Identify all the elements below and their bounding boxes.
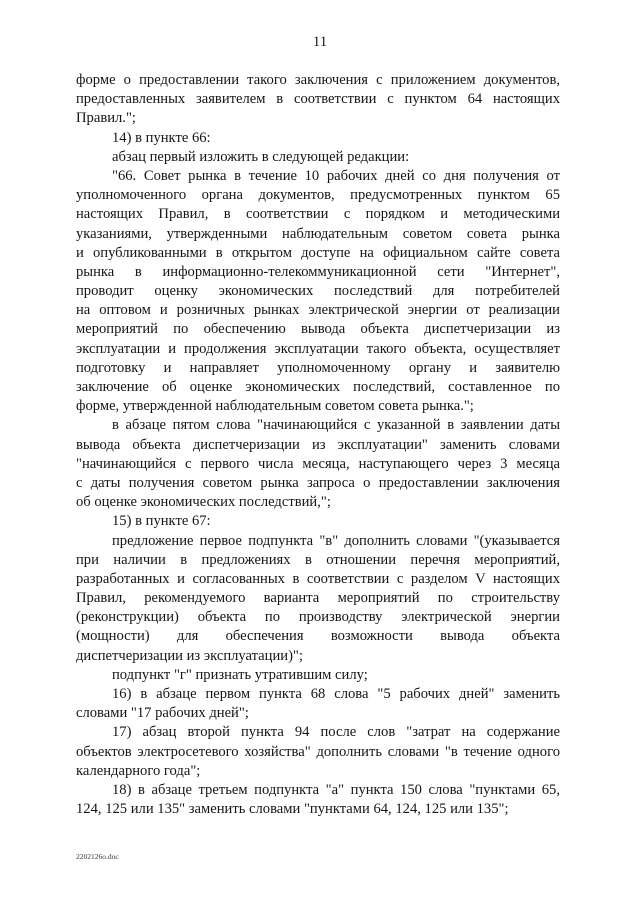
text-line: на оптовом и розничных рынках электрической энергии от реализации: [76, 302, 560, 319]
text-line: (мощности) для обеспечения возможности вывода объекта: [76, 628, 560, 645]
text-line: 18) в абзаце третьем подпункта "а" пункта 150 слова "пунктами 65,: [112, 781, 560, 798]
text-line: подпункт "г" признать утратившим силу;: [112, 666, 368, 683]
footer-file-code: 2202126о.doc: [76, 852, 119, 861]
text-line: указаниями, утвержденными наблюдательным советом совета рынка: [76, 225, 560, 242]
text-line: проводит оценку экономических последствий для потребителей: [76, 283, 560, 300]
text-line: 16) в абзаце первом пункта 68 слова "5 рабочих дней" заменить: [112, 686, 560, 702]
text-line: Правил, рекомендуемого варианта мероприятий по строительству: [76, 590, 560, 607]
text-line: уполномоченного органа документов, предусмотренных пунктом 65: [76, 187, 560, 204]
text-line: форме, утвержденной наблюдательным советом совета рынка.";: [76, 398, 474, 415]
text-line: "начинающийся с первого числа месяца, наступающего через 3 месяца: [76, 455, 560, 472]
text-line: разработанных и согласованных в соответствии с разделом V настоящих: [76, 570, 560, 587]
text-line: заключение об оценке экономических последствий, составленное по: [76, 379, 560, 395]
text-line: предложение первое подпункта "в" дополнить словами "(указывается: [112, 532, 560, 549]
page-number: 11: [312, 34, 328, 50]
text-line: эксплуатации и продолжения эксплуатации такого объекта, осуществляет: [76, 340, 560, 357]
text-line: "66. Совет рынка в течение 10 рабочих дней со дня получения от: [112, 167, 560, 184]
document-body: [76, 71, 560, 819]
text-line: 14) в пункте 66:: [112, 129, 211, 146]
text-line: 17) абзац второй пункта 94 после слов "затрат на содержание: [112, 724, 560, 741]
text-line: Правил.";: [76, 110, 136, 127]
text-line: (реконструкции) объекта по производству электрической энергии: [76, 609, 560, 626]
text-line: в абзаце пятом слова "начинающийся с указанной в заявлении даты: [112, 417, 560, 434]
text-line: подготовку и направляет уполномоченному органу и заявителю: [76, 359, 560, 376]
text-line: словами "17 рабочих дней";: [76, 705, 249, 722]
text-line: при наличии в предложениях в отношении перечня мероприятий,: [76, 551, 560, 568]
text-line: рынка в информационно-телекоммуникационной сети "Интернет",: [76, 263, 560, 280]
text-line: мероприятий по обеспечению вывода объекта диспетчеризации из: [76, 321, 560, 338]
text-line: с даты получения советом рынка запроса о предоставлении заключения: [76, 474, 560, 491]
text-line: вывода объекта диспетчеризации из эксплуатации" заменить словами: [76, 436, 560, 453]
text-line: об оценке экономических последствий,";: [76, 494, 331, 511]
text-line: диспетчеризации из эксплуатации)";: [76, 647, 303, 664]
text-line: 15) в пункте 67:: [112, 513, 211, 530]
text-line: абзац первый изложить в следующей редакции:: [112, 148, 410, 165]
text-line: календарного года";: [76, 762, 201, 779]
text-line: настоящих Правил, в соответствии с порядком и методическими: [76, 206, 560, 223]
text-line: объектов электросетевого хозяйства" дополнить словами "в течение одного: [76, 743, 560, 760]
text-line: 124, 125 или 135" заменить словами "пунктами 64, 124, 125 или 135";: [76, 801, 509, 818]
text-line: предоставленных заявителем в соответствии с пунктом 64 настоящих: [76, 91, 560, 108]
text-line: и опубликованными в открытом доступе на официальном сайте совета: [76, 244, 560, 261]
text-line: форме о предоставлении такого заключения с приложением документов,: [76, 72, 560, 88]
